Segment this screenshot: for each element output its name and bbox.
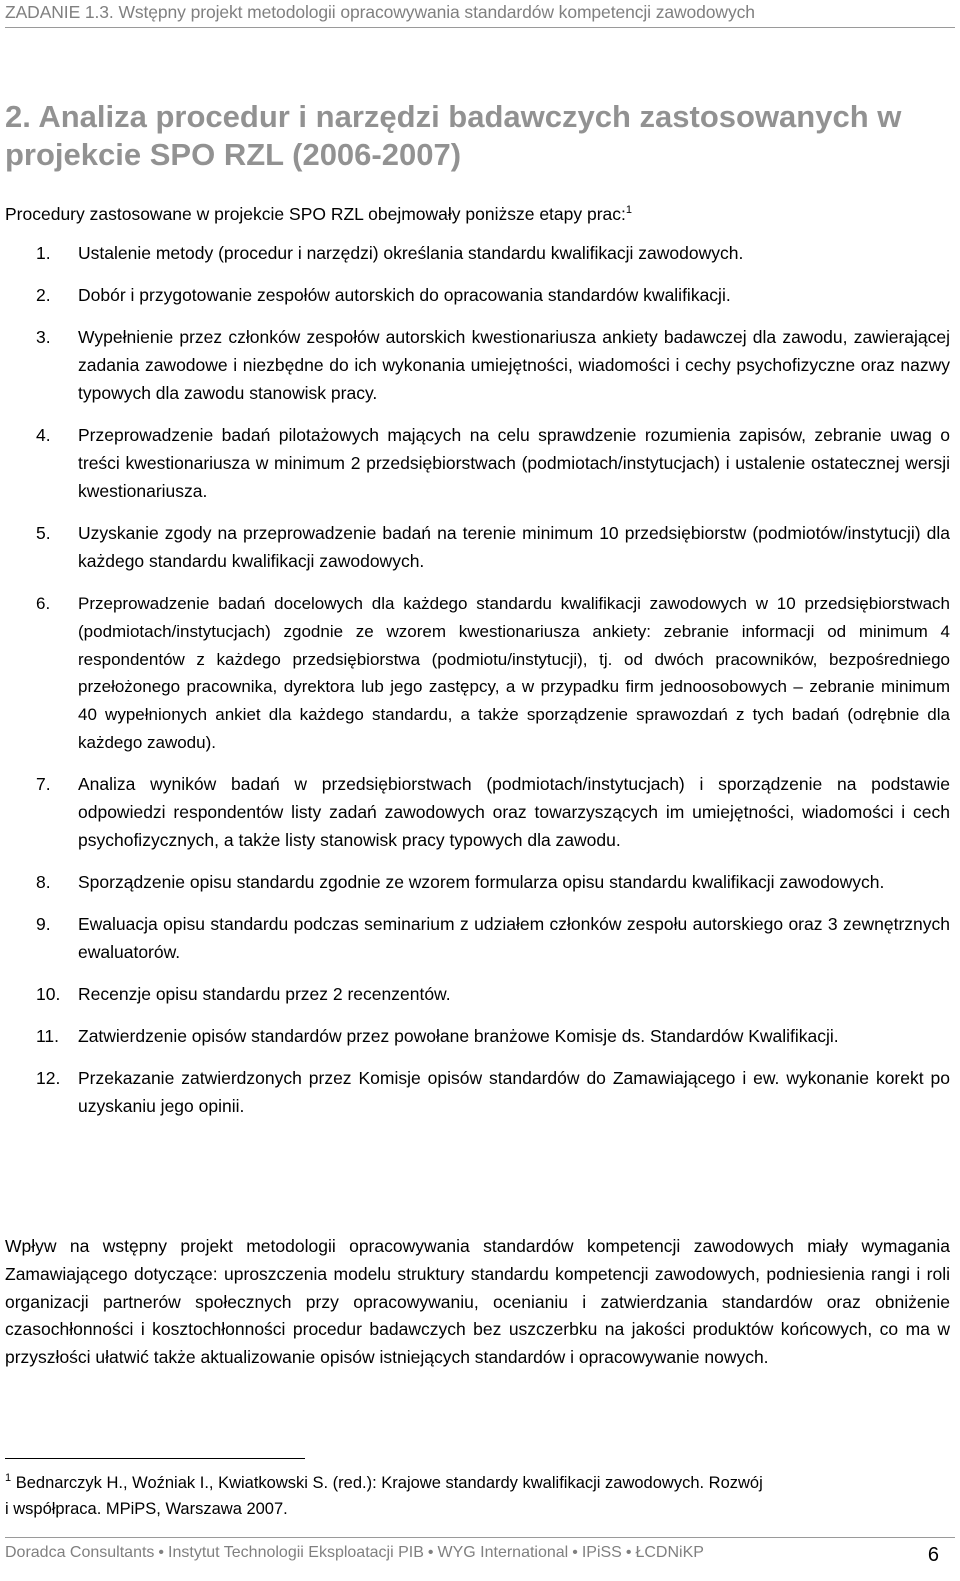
step-number: 4. <box>36 425 51 446</box>
section-title: 2. Analiza procedur i narzędzi badawczych zastosowanych w projekcie SPO RZL (2006-2007) <box>5 99 902 172</box>
step-number: 6. <box>36 593 51 613</box>
list-item <box>5 324 950 407</box>
footnote-marker: 1 <box>5 1472 12 1484</box>
footer-partner: WYG International <box>437 1544 569 1561</box>
list-item <box>5 1023 950 1051</box>
step-number: 12. <box>36 1068 61 1089</box>
list-item <box>5 1065 950 1121</box>
step-number: 3. <box>36 327 51 348</box>
step-number: 9. <box>36 914 51 935</box>
page-footer <box>5 1537 955 1566</box>
step-text: Zatwierdzenie opisów standardów przez powołane branżowe Komisje ds. Standardów Kwalifikacji. <box>78 1026 839 1047</box>
step-number: 11. <box>36 1026 60 1047</box>
step-number: 1. <box>36 243 51 263</box>
footer-partner: ŁCDNiKP <box>635 1544 704 1561</box>
list-item <box>5 520 950 576</box>
step-number: 7. <box>36 774 51 795</box>
footnote-line <box>5 1470 950 1496</box>
step-text: Ustalenie metody (procedur i narzędzi) określania standardu kwalifikacji zawodowych. <box>78 243 744 263</box>
list-item <box>5 911 950 967</box>
footnote-text: i współpraca. MPiPS, Warszawa 2007. <box>5 1500 288 1518</box>
step-number: 2. <box>36 285 51 306</box>
step-text: Dobór i przygotowanie zespołów autorskich do opracowania standardów kwalifikacji. <box>78 285 731 306</box>
list-item <box>5 422 950 505</box>
step-number: 5. <box>36 522 51 543</box>
footer-partner: IPiSS <box>581 1544 622 1561</box>
footer-partner: Instytut Technologii Eksploatacji PIB <box>168 1544 424 1561</box>
list-item <box>5 771 950 854</box>
step-text: Recenzje opisu standardu przez 2 recenzentów. <box>78 984 451 1005</box>
list-item <box>5 981 950 1009</box>
list-item <box>5 282 950 310</box>
running-header: ZADANIE 1.3. Wstępny projekt metodologii opracowywania standardów kompetencji zawodowych <box>5 2 955 28</box>
closing-paragraph: Wpływ na wstępny projekt metodologii opracowywania standardów kompetencji zawodowych miały wymagania Zamawiającego dotyczące: uproszczenia modelu struktury standardu kompetencji zawodowych, podniesienia rangi i roli organizacji partnerów społecznych przy opracowywaniu, ocenianiu i zatwierdzania standardów oraz obniżenie czasochłonności i kosztochłonności procedur badawczych bez uszczerbku na jakości produktów końcowych, co ma w przyszłości ułatwić także aktualizowanie opisów istniejących standardów i opracowywanie nowych. <box>5 1236 950 1368</box>
footer-bullet-icon: • <box>427 1544 434 1561</box>
footer-partner: Doradca Consultants <box>5 1544 155 1561</box>
list-item <box>5 240 950 268</box>
step-text: Uzyskanie zgody na przeprowadzenie badań na terenie minimum 10 przedsiębiorstw (podmiotów/instytucji) dla każdego standardu kwalifikacji zawodowych. <box>78 522 950 571</box>
list-item <box>5 590 950 757</box>
page-number: 6 <box>927 1544 939 1566</box>
step-text: Przeprowadzenie badań docelowych dla każdego standardu kwalifikacji zawodowych w 10 przedsiębiorstwach (podmiotach/instytucjach) zgodnie ze wzorem kwestionariusza ankiety: zebranie informacji od minimum 4 respondentów z każdego przedsiębiorstwa (podmiotu/instytucji), tj. od dwóch pracowników, bezpośredniego przełożonego pracownika, dyrektora lub jego zastępcy, a w przypadku firm jednoosobowych – zebranie minimum 40 wypełnionych ankiet dla każdego standardu, a także sporządzenie sprawozdań z tych badań (odrębnie dla każdego zawodu). <box>78 593 950 752</box>
step-text: Przeprowadzenie badań pilotażowych mających na celu sprawdzenie rozumienia zapisów, zebranie uwag o treści kwestionariusza w minimum 2 przedsiębiorstwach (podmiotach/instytucjach) i ustalenie ostatecznej wersji kwestionariusza. <box>78 425 950 501</box>
step-number: 10. <box>36 984 61 1005</box>
footnote-reference[interactable]: 1 <box>625 204 633 216</box>
step-text: Ewaluacja opisu standardu podczas seminarium z udziałem członków zespołu autorskiego oraz 3 zewnętrznych ewaluatorów. <box>78 914 950 962</box>
list-item <box>5 869 950 897</box>
intro-text: Procedury zastosowane w projekcie SPO RZL obejmowały poniższe etapy prac: <box>5 204 626 224</box>
footnote-divider <box>5 1458 305 1459</box>
step-text: Analiza wyników badań w przedsiębiorstwach (podmiotach/instytucjach) i sporządzenie na podstawie odpowiedzi respondentów listy zadań zawodowych oraz towarzyszących im umiejętności, wiadomości i cech psychofizycznych, a także listy stanowisk pracy typowych dla zawodu. <box>78 774 950 850</box>
footer-bullet-icon: • <box>158 1544 165 1561</box>
intro-paragraph <box>5 200 632 228</box>
procedure-steps-list <box>5 240 950 1135</box>
step-number: 8. <box>36 871 51 892</box>
footer-bullet-icon: • <box>625 1544 632 1561</box>
step-text: Sporządzenie opisu standardu zgodnie ze wzorem formularza opisu standardu kwalifikacji zawodowych. <box>78 871 885 892</box>
footnote-line <box>5 1496 950 1522</box>
footnote <box>5 1470 950 1522</box>
footnote-text: Bednarczyk H., Woźniak I., Kwiatkowski S. (red.): Krajowe standardy kwalifikacji zawodowych. Rozwój <box>15 1474 763 1492</box>
footer-bullet-icon: • <box>572 1544 578 1561</box>
step-text: Przekazanie zatwierdzonych przez Komisje opisów standardów do Zamawiającego i ew. wykonanie korekt po uzyskaniu jego opinii. <box>78 1068 950 1117</box>
step-text: Wypełnienie przez członków zespołów autorskich kwestionariusza ankiety badawczej dla zawodu, zawierającej zadania zawodowe i niezbędne do ich wykonania umiejętności, wiadomości i cechy psychofizyczne oraz nazwy typowych dla zawodu stanowisk pracy. <box>78 327 950 403</box>
